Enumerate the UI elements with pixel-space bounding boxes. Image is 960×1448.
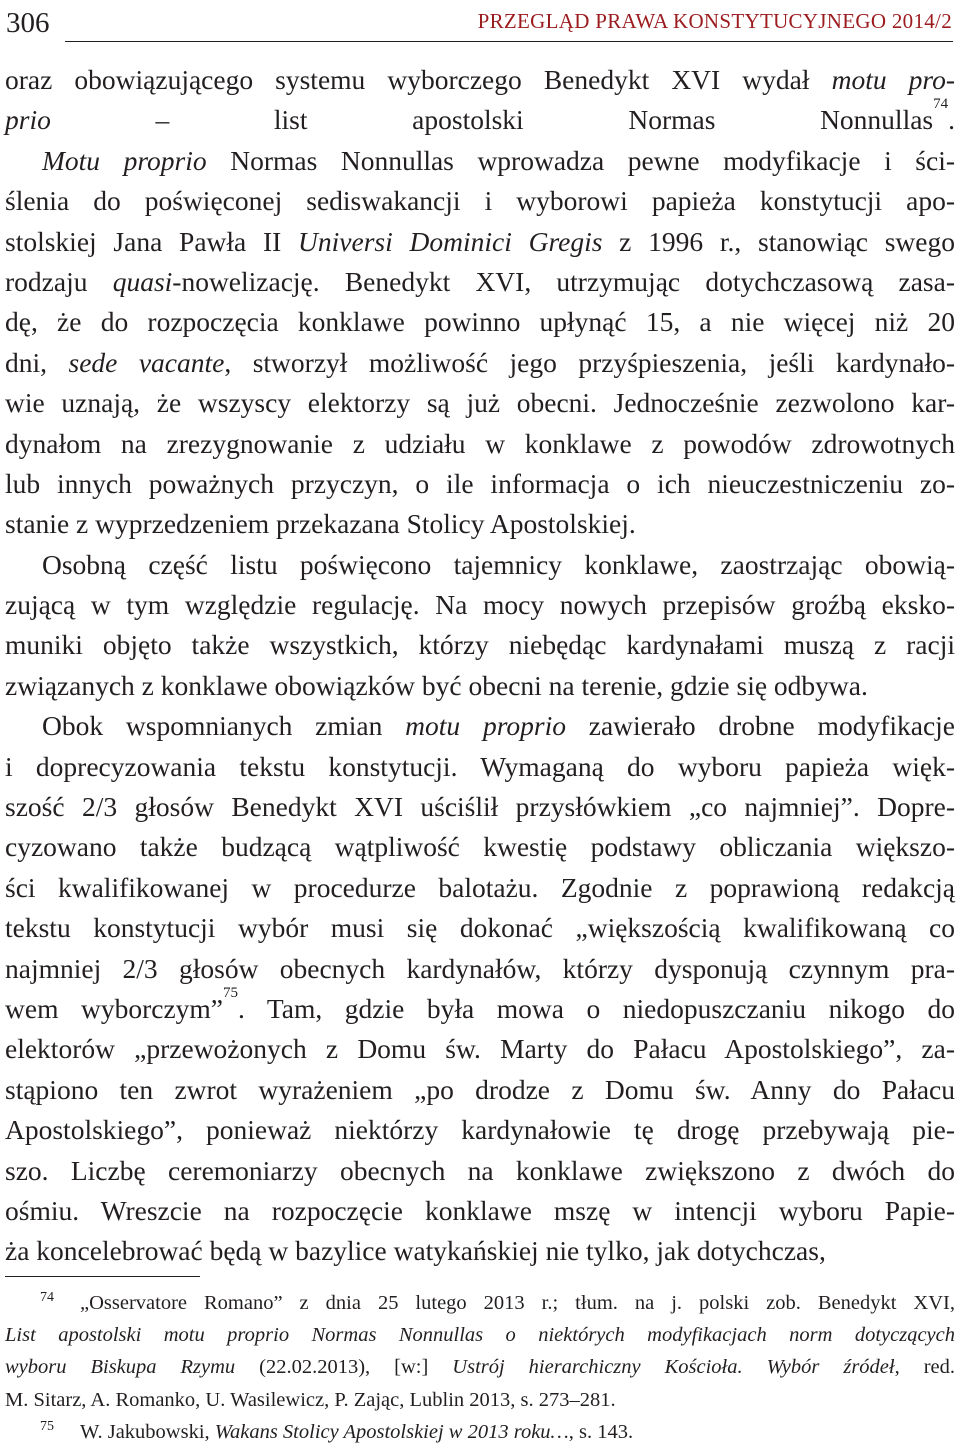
text-line: szość 2/3 głosów Benedykt XVI uściślił przysłówkiem „co najmniej”. Dopre- xyxy=(5,791,955,823)
footnote-number: 75 xyxy=(40,1418,54,1434)
text-line: dni, sede vacante, stworzył możliwość jego przyśpieszenia, jeśli kardynało- xyxy=(5,346,956,378)
text-line: Obok wspomnianych zmian motu proprio zawierało drobne modyfikacje xyxy=(42,710,955,742)
footnote-line: M. Sitarz, A. Romanko, U. Wasilewicz, P. Zając, Lublin 2013, s. 273–281. xyxy=(5,1388,616,1411)
text-line: Osobną część listu poświęcono tajemnicy konklawe, zaostrzając obowią- xyxy=(42,548,955,580)
text-line: Motu proprio Normas Nonnullas wprowadza pewne modyfikacje i ści- xyxy=(42,144,955,176)
header-rule xyxy=(65,41,953,42)
text-line: lub innych poważnych przyczyn, o ile informacja o ich nieuczestniczeniu zo- xyxy=(5,467,955,499)
footnote-line: 74 „Osservatore Romano” z dnia 25 lutego 2013 r.; tłum. na j. polski zob. Benedykt XVI, xyxy=(5,1287,955,1319)
text-line: zującą w tym względzie regulację. Na mocy nowych przepisów groźbą eksko- xyxy=(5,589,955,621)
footnote-number: 74 xyxy=(40,1290,54,1305)
page-number: 306 xyxy=(6,7,50,39)
text-line: związanych z konklawe obowiązków być obecni na terenie, gdzie się odbywa. xyxy=(5,669,868,701)
text-line: i doprecyzowania tekstu konstytucji. Wymaganą do wyboru papieża więk- xyxy=(5,750,955,782)
footnotes xyxy=(5,1287,955,1448)
text-line: wem wyborczym”$^{75}$. Tam, gdzie była mowa o niedopuszczaniu nikogo do xyxy=(5,984,955,1024)
footnote-separator xyxy=(5,1276,200,1277)
text-line: dę, że do rozpoczęcia konklawe powinno upłynąć 15, a nie więcej niż 20 xyxy=(5,306,955,338)
page-header xyxy=(3,4,955,44)
footnote-reference: 75 xyxy=(223,984,239,1001)
text-line: najmniej 2/3 głosów obecnych kardynałów, którzy dysponują czynnym pra- xyxy=(5,952,955,984)
running-title: PRZEGLĄD PRAWA KONSTYTUCYJNEGO 2014/2 xyxy=(477,9,952,33)
text-line: ści kwalifikowanej w procedurze balotażu. Zgodnie z poprawioną redakcją xyxy=(5,871,955,903)
text-line: dynałom na zrezygnowanie z udziału w konklawe z powodów zdrowotnych xyxy=(5,427,955,459)
text-line: stolskiej Jana Pawła II Universi Dominici Gregis z 1996 r., stanowiąc swego xyxy=(5,225,955,257)
text-line: wie uznają, że wszyscy elektorzy są już obecni. Jednocześnie zezwolono kar- xyxy=(5,387,955,419)
text-line: ślenia do poświęconej sediswakancji i wyborowi papieża konstytucji apo- xyxy=(5,185,955,217)
footnote xyxy=(5,1416,955,1448)
text-line: prio – list apostolski Normas Nonnullas$^{74}$. xyxy=(5,96,955,136)
text-line: rodzaju quasi-nowelizację. Benedykt XVI, utrzymując dotychczasową zasa- xyxy=(5,265,955,297)
text-line: oraz obowiązującego systemu wyborczego Benedykt XVI wydał motu pro- xyxy=(5,64,955,95)
text-line: ośmiu. Wreszcie na rozpoczęcie konklawe mszę w intencji wyboru Papie- xyxy=(5,1194,955,1226)
text-line: stanie z wyprzedzeniem przekazana Stolicy Apostolskiej. xyxy=(5,508,636,540)
body-text xyxy=(5,60,955,1272)
text-line: szo. Liczbę ceremoniarzy obecnych na konklawe zwiększono z dwóch do xyxy=(5,1154,955,1186)
footnote-line: 75 W. Jakubowski, Wakans Stolicy Apostolskiej w 2013 roku…, s. 143. xyxy=(5,1416,955,1448)
footnote-reference: 74 xyxy=(933,96,949,113)
text-line: stąpiono ten zwrot wyrażeniem „po drodze z Domu św. Anny do Pałacu xyxy=(5,1073,955,1105)
text-line: cyzowano także budzącą wątpliwość kwestię podstawy obliczania większo- xyxy=(5,831,955,863)
footnote-line: wyboru Biskupa Rzymu (22.02.2013), [w:] Ustrój hierarchiczny Kościoła. Wybór źródeł, red. xyxy=(5,1356,955,1379)
text-line: tekstu konstytucji wybór musi się dokonać „większością kwalifikowaną co xyxy=(5,912,955,944)
text-line: ża koncelebrować będą w bazylice watykańskiej nie tylko, jak dotychczas, xyxy=(5,1235,826,1267)
text-line: elektorów „przewożonych z Domu św. Marty do Pałacu Apostolskiego”, za- xyxy=(5,1033,955,1065)
footnote-line: List apostolski motu proprio Normas Nonnullas o niektórych modyfikacjach norm dotyczących xyxy=(5,1324,955,1347)
text-line: muniki objęto także wszystkich, którzy niebędąc kardynałami muszą z racji xyxy=(5,629,955,661)
footnote xyxy=(5,1287,955,1416)
text-line: Apostolskiego”, ponieważ niektórzy kardynałowie tę drogę przebywają pie- xyxy=(5,1114,955,1146)
